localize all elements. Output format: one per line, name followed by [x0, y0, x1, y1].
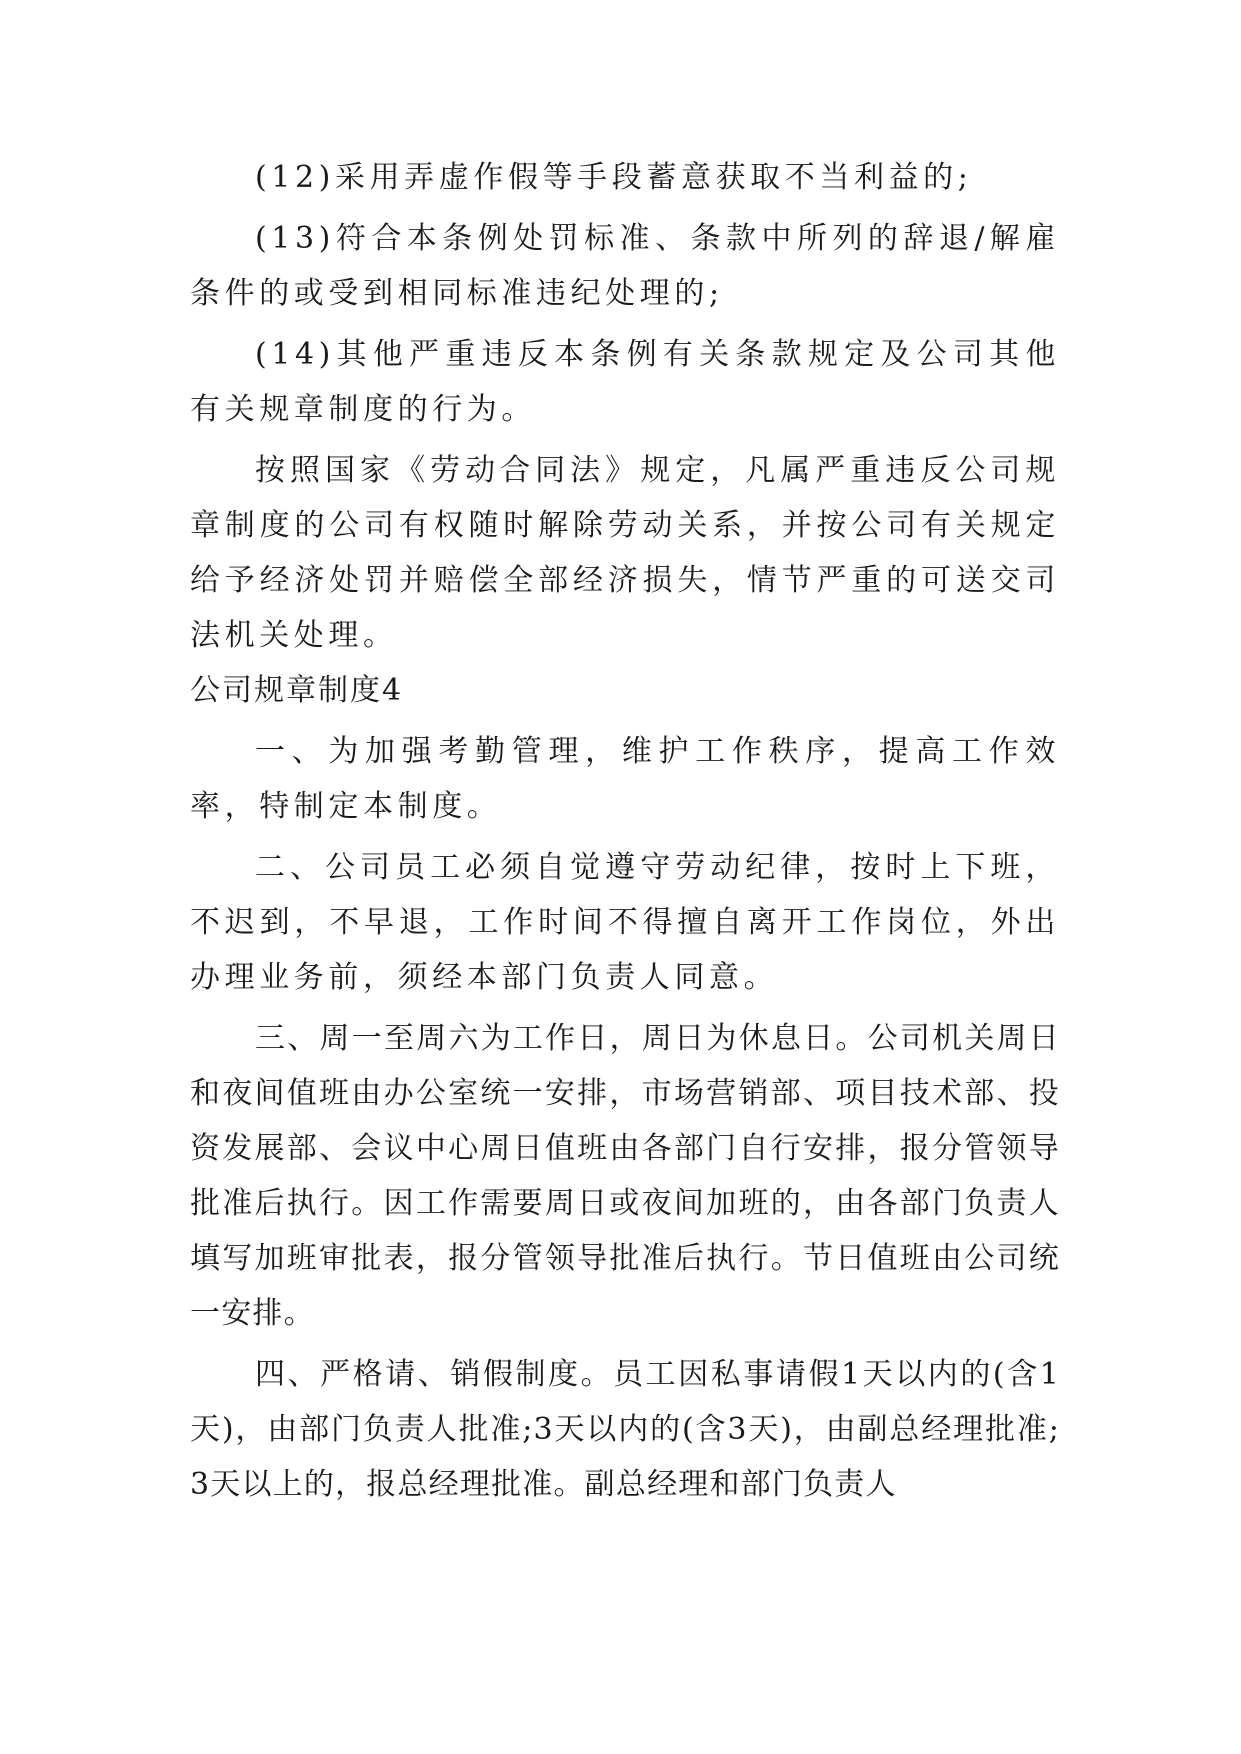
- document-body: [190, 150, 1060, 1512]
- paragraph-labor-law: 按照国家《劳动合同法》规定，凡属严重违反公司规章制度的公司有权随时解除劳动关系，并按公司有关规定给予经济处罚并赔偿全部经济损失，情节严重的可送交司法机关处理。: [190, 453, 1060, 653]
- section-paragraph-1: 一、为加强考勤管理，维护工作秩序，提高工作效率，特制定本制度。: [190, 734, 1060, 824]
- paragraph-item-13: (13)符合本条例处罚标准、条款中所列的辞退/解雇条件的或受到相同标准违纪处理的;: [190, 221, 1060, 311]
- paragraph-item-12: (12)采用弄虚作假等手段蓄意获取不当利益的;: [255, 160, 973, 195]
- section-title: 公司规章制度4: [190, 673, 404, 708]
- section-paragraph-2: 二、公司员工必须自觉遵守劳动纪律，按时上下班，不迟到，不早退，工作时间不得擅自离开工作岗位，外出办理业务前，须经本部门负责人同意。: [190, 850, 1060, 995]
- section-paragraph-3: 三、周一至周六为工作日，周日为休息日。公司机关周日和夜间值班由办公室统一安排，市场营销部、项目技术部、投资发展部、会议中心周日值班由各部门自行安排，报分管领导批准后执行。因工作需要周日或夜间加班的，由各部门负责人填写加班审批表，报分管领导批准后执行。节日值班由公司统一安排。: [190, 1021, 1060, 1331]
- section-paragraph-4: 四、严格请、销假制度。员工因私事请假1天以内的(含1天)，由部门负责人批准;3天以内的(含3天)，由副总经理批准;3天以上的，报总经理批准。副总经理和部门负责人: [190, 1357, 1060, 1502]
- paragraph-item-14: (14)其他严重违反本条例有关条款规定及公司其他有关规章制度的行为。: [190, 337, 1060, 427]
